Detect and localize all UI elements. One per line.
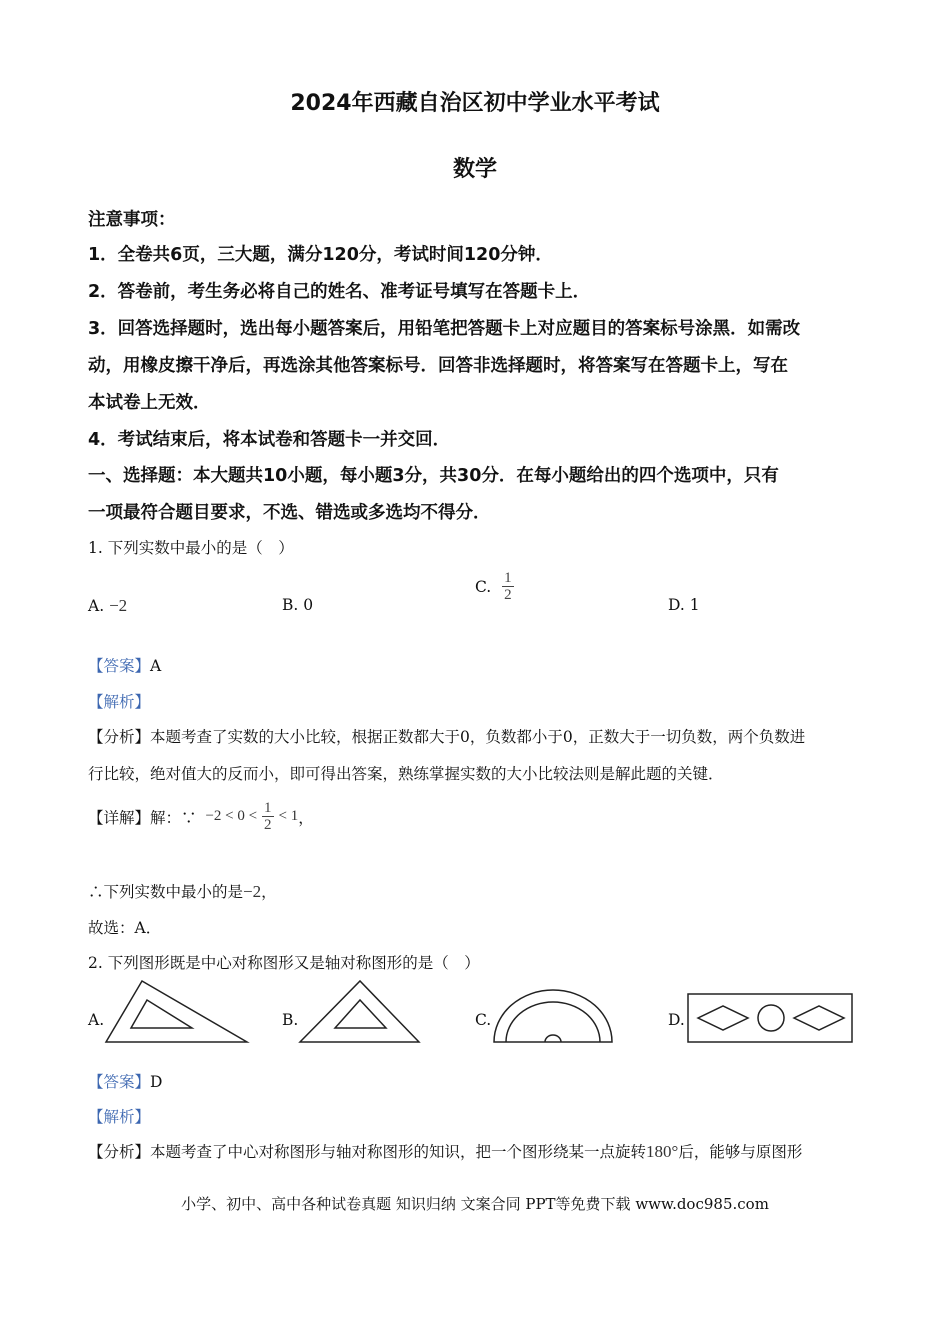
q2-option-a-label: A. (88, 1011, 105, 1029)
q1-option-c-denominator: 2 (504, 587, 512, 603)
q2-fenxi-line-1 (88, 1140, 802, 1162)
q1-analysis-tag: 【解析】 (88, 693, 151, 711)
q2-option-a-figure (104, 978, 250, 1044)
q1-detail-math-left: −2 < 0 < (205, 808, 258, 824)
q1-answer-line (88, 654, 161, 676)
notice-heading: 注意事项： (88, 210, 176, 230)
q1-conclusion-suffix: ， (261, 883, 277, 901)
subject-title: 数学 (452, 157, 497, 182)
q2-option-c-label: C. (475, 1011, 492, 1029)
q1-option-d: D. 1 (668, 596, 700, 614)
q1-fenxi-tag: 【分析】 (88, 728, 151, 746)
q1-choice: 故选：A． (88, 919, 162, 937)
notice-item-1: 1．全卷共6页，三大题，满分120分，考试时间120分钟． (88, 245, 553, 265)
q1-detail-prefix: 解：∵ (150, 808, 197, 827)
section-heading-line-2: 一项最符合题目要求，不选、错选或多选均不得分． (88, 503, 491, 523)
q1-fenxi-line-1 (88, 725, 805, 747)
notice-item-4: 4．考试结束后，将本试卷和答题卡一并交回． (88, 430, 451, 450)
q2-stem: 2. 下列图形既是中心对称图形又是轴对称图形的是（ ） (88, 954, 480, 972)
notice-item-2: 2．答卷前，考生务必将自己的姓名、准考证号填写在答题卡上． (88, 282, 591, 302)
q2-option-c-figure (492, 988, 614, 1044)
q1-detail-tag: 【详解】 (88, 808, 151, 827)
q2-option-d-figure (687, 993, 854, 1044)
notice-item-3-line-1: 3．回答选择题时，选出每小题答案后，用铅笔把答题卡上对应题目的答案标号涂黑．如需改 (88, 319, 801, 339)
q1-option-c-label: C. (475, 577, 492, 596)
q1-answer-tag: 【答案】 (88, 657, 151, 675)
q1-option-c (475, 570, 514, 603)
q1-option-c-fraction (502, 570, 514, 603)
q1-option-a-label: A. (88, 597, 105, 615)
q2-fenxi-text-pre: 本题考查了中心对称图形与轴对称图形的知识，把一个图形绕某一点旋转 (150, 1143, 647, 1161)
q1-detail-denominator: 2 (264, 817, 272, 833)
q2-fenxi-tag: 【分析】 (88, 1143, 151, 1161)
q1-conclusion-value: −2 (243, 882, 262, 901)
notice-item-3-line-2: 动，用橡皮擦干净后，再选涂其他答案标号．回答非选择题时，将答案写在答题卡上，写在 (88, 356, 788, 376)
q2-option-b-label: B. (282, 1011, 299, 1029)
q1-detail-line (88, 800, 314, 833)
q1-detail-numerator: 1 (264, 800, 272, 816)
q2-answer: D (150, 1073, 163, 1091)
footer-text: 小学、初中、高中各种试卷真题 知识归纳 文案合同 PPT等免费下载 www.doc985.com (181, 1195, 769, 1213)
q1-option-b: B. 0 (282, 596, 314, 614)
q1-detail-suffix: ， (298, 808, 314, 827)
q2-option-b-figure (298, 978, 422, 1044)
q1-detail-math-right: < 1 (278, 808, 299, 824)
q2-answer-tag: 【答案】 (88, 1073, 151, 1091)
q2-analysis-tag: 【解析】 (88, 1108, 151, 1126)
q2-fenxi-angle: 180° (646, 1142, 679, 1161)
q2-option-d-label: D. (668, 1011, 685, 1029)
q1-option-c-numerator: 1 (504, 570, 512, 586)
q1-conclusion (88, 880, 277, 902)
q1-answer: A (150, 657, 162, 675)
q1-stem: 1. 下列实数中最小的是（ ） (88, 539, 294, 557)
q1-option-a (88, 596, 127, 616)
q1-detail-fraction (262, 800, 274, 833)
q2-answer-line (88, 1070, 162, 1092)
notice-item-3-line-3: 本试卷上无效． (88, 393, 211, 413)
section-heading-line-1: 一、选择题：本大题共10小题，每小题3分，共30分．在每小题给出的四个选项中，只有 (88, 466, 779, 486)
exam-title: 2024年西藏自治区初中学业水平考试 (290, 91, 660, 116)
q1-fenxi-line-2: 行比较，绝对值大的反而小，即可得出答案，熟练掌握实数的大小比较法则是解此题的关键． (88, 765, 724, 783)
q1-fenxi-text-1: 本题考查了实数的大小比较，根据正数都大于0，负数都小于0，正数大于一切负数，两个负数进 (150, 728, 806, 746)
q1-option-a-value: −2 (109, 596, 128, 615)
q1-conclusion-prefix: ∴下列实数中最小的是 (88, 883, 244, 901)
q2-fenxi-text-post: 后，能够与原图形 (678, 1143, 803, 1161)
